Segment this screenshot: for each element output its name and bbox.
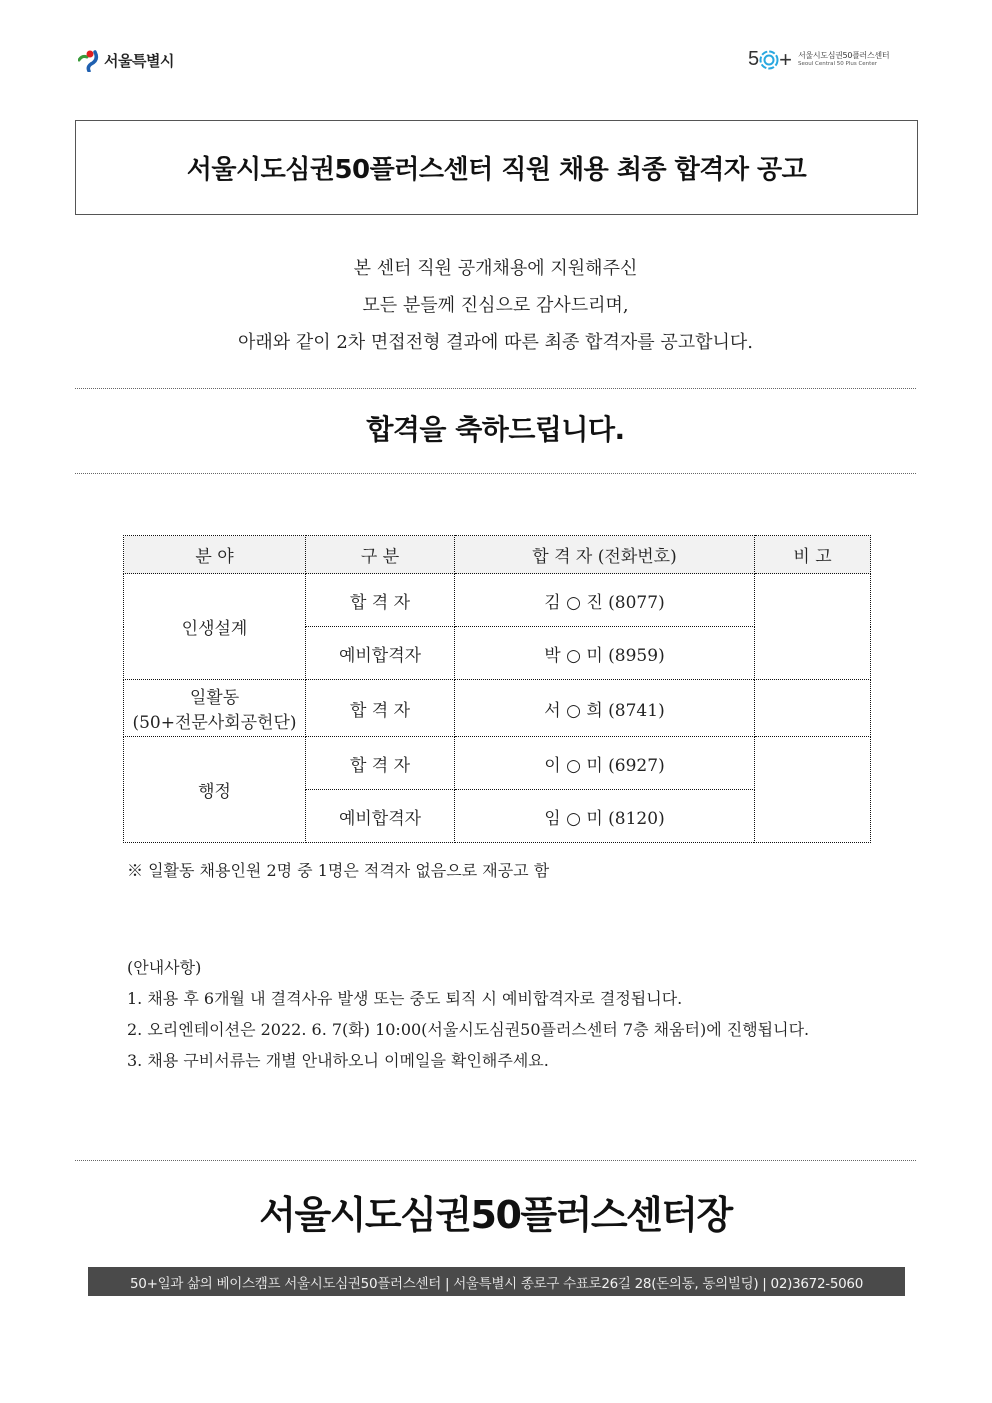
type-cell: 합 격 자 bbox=[306, 737, 455, 790]
signature: 서울시도심권50플러스센터장 bbox=[259, 1193, 732, 1237]
center-name-en: Seoul Central 50 Plus Center bbox=[797, 60, 877, 67]
field-line: 일활동 bbox=[189, 688, 240, 708]
type-cell: 합 격 자 bbox=[306, 574, 455, 627]
remarks-cell bbox=[755, 737, 871, 843]
type-cell: 예비합격자 bbox=[306, 627, 455, 680]
intro-line: 본 센터 직원 공개채용에 지원해주신 bbox=[353, 258, 638, 279]
guide-heading: (안내사항) bbox=[127, 958, 202, 977]
guide-item: 1. 채용 후 6개월 내 결격사유 발생 또는 중도 퇴직 시 예비합격자로 결정됩니다. bbox=[127, 989, 683, 1008]
seoul-city-logo bbox=[78, 48, 174, 72]
divider bbox=[75, 1160, 916, 1161]
table-row bbox=[124, 574, 871, 627]
type-cell: 예비합격자 bbox=[306, 790, 455, 843]
table-row bbox=[124, 680, 871, 737]
header-successful-candidate: 합 격 자 (전화번호) bbox=[455, 536, 755, 574]
table-note: ※ 일활동 채용인원 2명 중 1명은 적격자 없음으로 재공고 함 bbox=[127, 861, 550, 880]
guide-item: 3. 채용 구비서류는 개별 안내하오니 이메일을 확인해주세요. bbox=[127, 1051, 549, 1070]
header-field: 분 야 bbox=[124, 536, 306, 574]
divider bbox=[75, 388, 916, 389]
page-title: 서울시도심권50플러스센터 직원 채용 최종 합격자 공고 bbox=[186, 155, 807, 185]
seoul-emblem-icon bbox=[78, 48, 100, 72]
type-cell: 합 격 자 bbox=[306, 680, 455, 737]
fifty-plus-mark bbox=[748, 48, 792, 71]
field-cell bbox=[124, 680, 306, 737]
candidate-cell: 서 ○ 희 (8741) bbox=[455, 680, 755, 737]
guide-section bbox=[127, 952, 809, 1076]
remarks-cell bbox=[755, 680, 871, 737]
remarks-cell bbox=[755, 574, 871, 680]
table-header-row bbox=[124, 536, 871, 574]
field-cell: 행정 bbox=[124, 737, 306, 843]
candidate-cell: 임 ○ 미 (8120) bbox=[455, 790, 755, 843]
logo-plus: + bbox=[779, 46, 792, 72]
center-name-ko: 서울시도심권50플러스센터 bbox=[797, 51, 890, 61]
title-box bbox=[75, 120, 918, 215]
seoul-logo-text: 서울특별시 bbox=[104, 51, 174, 70]
guide-item: 2. 오리엔테이션은 2022. 6. 7(화) 10:00(서울시도심권50플러스센터 7층 채움터)에 진행됩니다. bbox=[127, 1020, 810, 1039]
congrats-heading: 합격을 축하드립니다. bbox=[366, 413, 625, 446]
footer-bar bbox=[88, 1267, 905, 1296]
center-logo bbox=[748, 48, 889, 71]
table-row bbox=[124, 737, 871, 790]
header-remarks: 비 고 bbox=[755, 536, 871, 574]
header-category: 구 분 bbox=[306, 536, 455, 574]
candidate-cell: 박 ○ 미 (8959) bbox=[455, 627, 755, 680]
logo-number: 5 bbox=[748, 48, 760, 70]
intro-line: 아래와 같이 2차 면접전형 결과에 따른 최종 합격자를 공고합니다. bbox=[237, 332, 754, 353]
field-line: (50+전문사회공헌단) bbox=[132, 713, 297, 733]
intro-paragraph bbox=[75, 250, 916, 361]
intro-line: 모든 분들께 진심으로 감사드리며, bbox=[362, 295, 629, 316]
footer-text: 50+일과 삶의 베이스캠프 서울시도심권50플러스센터 | 서울특별시 종로구 수표로26길 28(돈의동, 동의빌딩) | 02)3672-5060 bbox=[130, 1275, 863, 1292]
results-table bbox=[123, 535, 871, 843]
candidate-cell: 이 ○ 미 (6927) bbox=[455, 737, 755, 790]
divider bbox=[75, 473, 916, 474]
field-cell: 인생설계 bbox=[124, 574, 306, 680]
circle-target-icon bbox=[759, 50, 779, 70]
candidate-cell: 김 ○ 진 (8077) bbox=[455, 574, 755, 627]
